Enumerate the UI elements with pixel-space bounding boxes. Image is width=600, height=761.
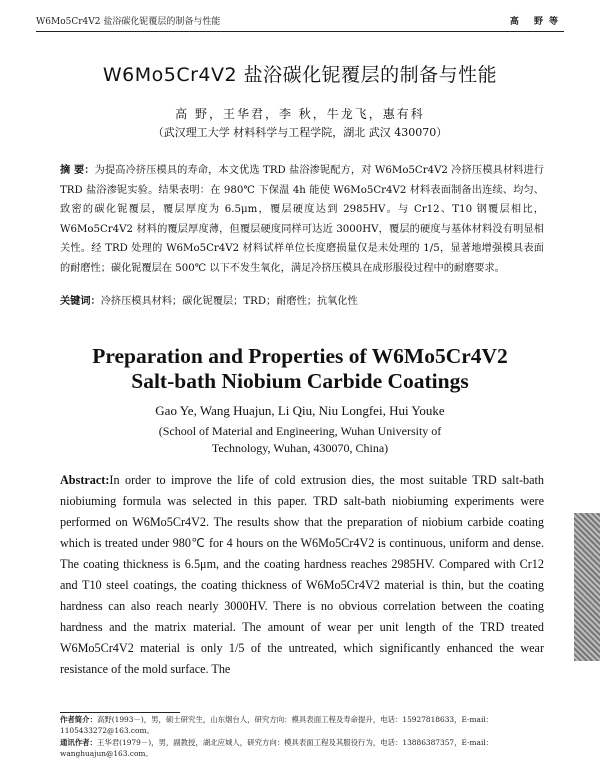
running-head bbox=[36, 14, 564, 32]
english-abstract-label: Abstract: bbox=[60, 473, 110, 487]
chinese-keywords-label: 关键词： bbox=[60, 296, 101, 307]
chinese-keywords-text: 冷挤压模具材料；碳化铌覆层；TRD；耐磨性；抗氧化性 bbox=[100, 296, 358, 307]
english-affiliation bbox=[0, 423, 600, 457]
english-authors: Gao Ye, Wang Huajun, Li Qiu, Niu Longfei, Hui Youke bbox=[155, 403, 445, 418]
corresponding-author-footnote bbox=[60, 738, 564, 759]
author-bio-text: 高野(1993－)，男，硕士研究生，山东烟台人，研究方向：模具表面工程及寿命提升，电话：15927818633，E-mail：1105433272@163.com。 bbox=[60, 715, 494, 735]
english-title-line-1: Preparation and Properties of W6Mo5Cr4V2 bbox=[92, 344, 508, 368]
english-title-line-2: Salt-bath Niobium Carbide Coatings bbox=[131, 369, 469, 393]
english-affiliation-line-2: Technology, Wuhan, 430070, China) bbox=[211, 441, 389, 455]
chinese-affiliation: （武汉理工大学 材料科学与工程学院，湖北 武汉 430070） bbox=[152, 126, 448, 139]
english-abstract-text: In order to improve the life of cold extrusion dies, the most suitable TRD salt-bath niobiuming formula was selected in this paper. TRD salt-bath niobiuming experiments were performed on W6Mo5Cr4V2. The results show that the preparation of niobium carbide coating which is treated under 980℃ for 4 hours on the W6Mo5Cr4V2 is continuous, uniform and dense. The coating thickness is 6.5μm, and the coating hardness reaches 2985HV. Compared with Cr12 and T10 steel coatings, the coating thickness of W6Mo5Cr4V2 material is thin, but the coating hardness can also reach nearly 3000HV. There is no obvious correlation between the coating hardness and the matrix material. The amount of wear per unit length of the TRD treated W6Mo5Cr4V2 material is only 1/5 of the untreated, which significantly enhanced the wear resistance of the mold surface. The bbox=[60, 473, 544, 676]
page-edge-tab bbox=[574, 513, 600, 661]
author-bio-footnote bbox=[60, 715, 564, 736]
corresponding-author-label: 通讯作者： bbox=[60, 738, 97, 747]
chinese-abstract bbox=[60, 161, 544, 279]
english-title bbox=[0, 344, 600, 394]
running-head-title: W6Mo5Cr4V2 盐浴碳化铌覆层的制备与性能 bbox=[36, 17, 221, 27]
chinese-keywords bbox=[60, 292, 544, 307]
chinese-abstract-text: 为提高冷挤压模具的寿命，本文优选 TRD 盐浴渗铌配方，对 W6Mo5Cr4V2 冷挤压模具材料进行 TRD 盐浴渗铌实验。结果表明：在 980℃ 下保温 4h 能使 W6Mo5Cr4V2 材料表面制备出连续、均匀、致密的碳化铌覆层，覆层厚度为 6.5μm，覆层硬度达到 2985HV。与 Cr12、T10 钢覆层相比，W6Mo5Cr4V2 材料的覆层厚度薄，但覆层硬度同样可达近 3000HV，覆层的硬度与基体材料没有明显相关性。经 TRD 处理的 W6Mo5Cr4V2 材料试样单位长度磨损量仅是未处理的 1/5，显著地增强模具表面的耐磨性；碳化铌覆层在 500℃ 以下不发生氧化，满足冷挤压模具在成形服役过程中的耐磨要求。 bbox=[60, 165, 544, 274]
english-affiliation-line-1: (School of Material and Engineering, Wuhan University of bbox=[158, 424, 442, 438]
chinese-abstract-label: 摘 要： bbox=[60, 165, 95, 176]
chinese-authors: 高 野，王华君，李 秋，牛龙飞，惠有科 bbox=[175, 107, 425, 121]
footnote-divider bbox=[60, 712, 180, 713]
english-abstract bbox=[60, 470, 544, 680]
author-bio-label: 作者简介： bbox=[60, 715, 97, 724]
running-head-authors: 高 野等 bbox=[509, 17, 564, 27]
footnotes bbox=[60, 715, 564, 761]
chinese-title: W6Mo5Cr4V2 盐浴碳化铌覆层的制备与性能 bbox=[102, 64, 498, 86]
corresponding-author-text: 王华君(1979－)，男，副教授，湖北应城人，研究方向：模具表面工程及其服役行为，电话：13886387357，E-mail：wanghuajun@163.com。 bbox=[60, 738, 494, 758]
